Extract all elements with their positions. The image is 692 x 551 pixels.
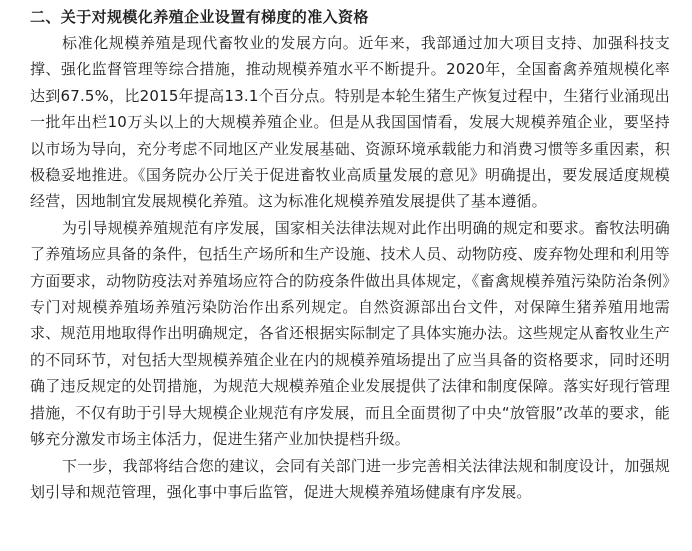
paragraph-standardized-farming: 标准化规模养殖是现代畜牧业的发展方向。近年来，我部通过加大项目支持、加强科技支撑、强化监督管理等综合措施，推动规模养殖水平不断提升。2020年，全国畜禽养殖规模化率达到67.5%，比2015年提高13.1个百分点。特别是本轮生猪生产恢复过程中，生猪行业涌现出一批年出栏10万头以上的大规模养殖企业。但是从我国国情看，发展大规模养殖企业，要坚持以市场为导向，充分考虑不同地区产业发展基础、资源环境承载能力和消费习惯等多重因素，积极稳妥地推进。《国务院办公厅关于促进畜牧业高质量发展的意见》明确提出，要发展适度规模经营，因地制宜发展规模化养殖。这为标准化规模养殖发展提供了基本遵循。 — [30, 34, 670, 211]
section-heading: 二、关于对规模化养殖企业设置有梯度的准入资格 — [30, 8, 369, 26]
paragraph-next-steps: 下一步，我部将结合您的建议，会同有关部门进一步完善相关法律法规和制度设计，加强规划引导和规范管理，强化事中事后监管，促进大规模养殖场健康有序发展。 — [30, 456, 671, 501]
document-body — [30, 4, 670, 505]
paragraph-legal-framework: 为引导规模养殖规范有序发展，国家相关法律法规对此作出明确的规定和要求。畜牧法明确了养殖场应具备的条件，包括生产场所和生产设施、技术人员、动物防疫、废弃物处理和利用等方面要求，动物防疫法对养殖场应符合的防疫条件做出具体规定，《畜禽规模养殖污染防治条例》专门对规模养殖场养殖污染防治作出系列规定。自然资源部出台文件，对保障生猪养殖用地需求、规范用地取得作出明确规定，各省还根据实际制定了具体实施办法。这些规定从畜牧业生产的不同环节，对包括大型规模养殖企业在内的规模养殖场提出了应当具备的资格要求，同时还明确了违反规定的处罚措施，为规范大规模养殖企业发展提供了法律和制度保障。落实好现行管理措施，不仅有助于引导大规模企业规范有序发展，而且全面贯彻了中央“放管服”改革的要求，能够充分激发市场主体活力，促进生猪产业加快提档升级。 — [30, 218, 671, 449]
